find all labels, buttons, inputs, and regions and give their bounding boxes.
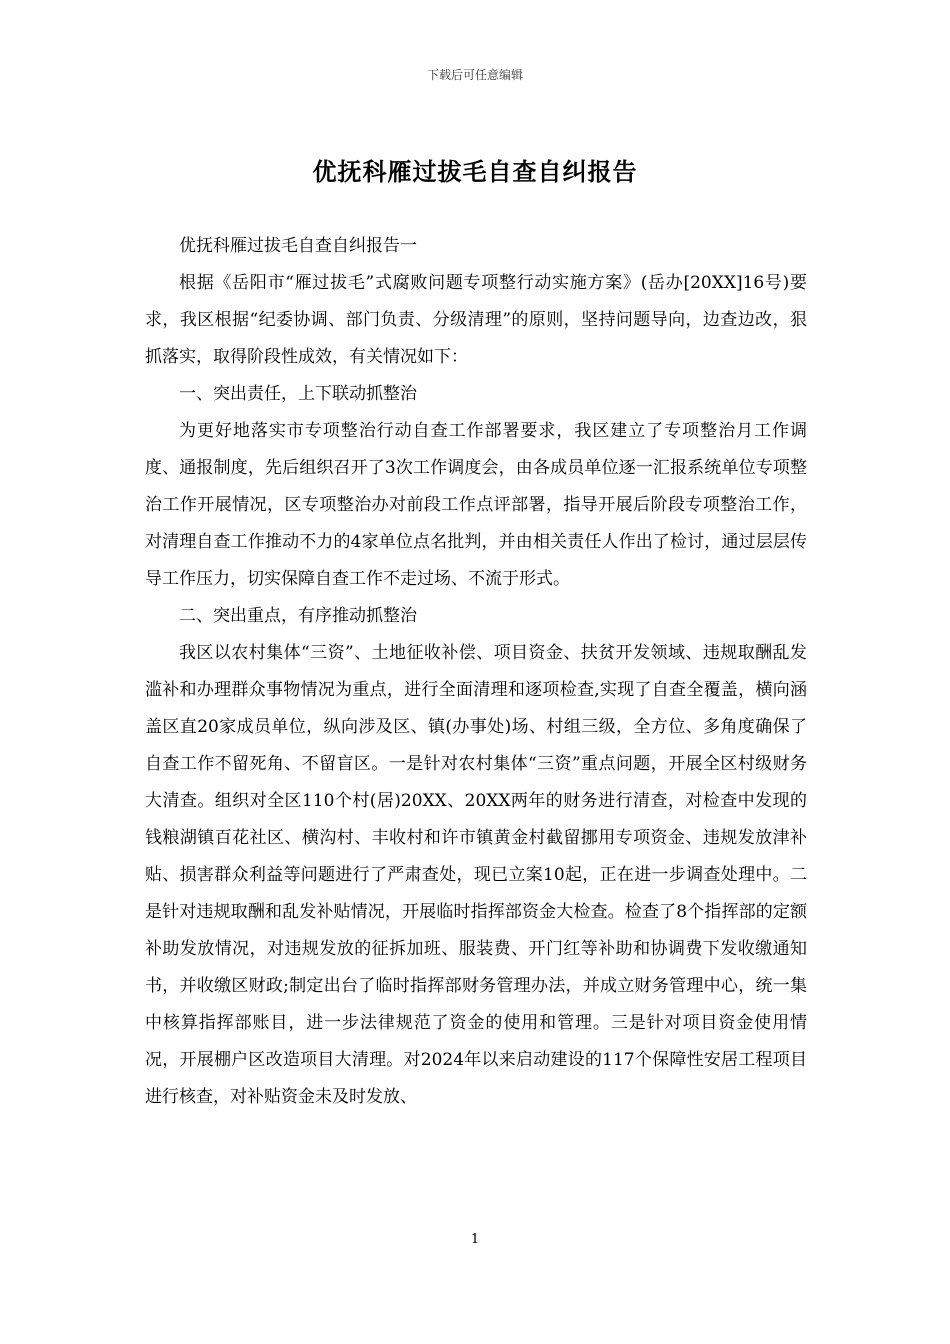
paragraph: 我区以农村集体“三资”、土地征收补偿、项目资金、扶贫开发领域、违规取酬乱发滥补和办理群众事物情况为重点，进行全面清理和逐项检查,实现了自查全覆盖，横向涵盖区直20家成员单位，纵向涉及区、镇(办事处)场、村组三级，全方位、多角度确保了自查工作不留死角、不留盲区。一是针对农村集体“三资”重点问题，开展全区村级财务大清查。组织对全区110个村(居)20XX、20XX两年的财务进行清查，对检查中发现的钱粮湖镇百花社区、横沟村、丰收村和许市镇黄金村截留挪用专项资金、违规发放津补贴、损害群众利益等问题进行了严肃查处，现已立案10起，正在进一步调查处理中。二是针对违规取酬和乱发补贴情况，开展临时指挥部资金大检查。检查了8个指挥部的定额补助发放情况，对违规发放的征拆加班、服装费、开门红等补助和协调费下发收缴通知书，并收缴区财政;制定出台了临时指挥部财务管理办法，并成立财务管理中心，统一集中核算指挥部账目，进一步法律规范了资金的使用和管理。三是针对项目资金使用情况，开展棚户区改造项目大清理。对2024年以来启动建设的117个保障性安居工程项目进行核查，对补贴资金未及时发放、 [145, 643, 807, 1107]
paragraph: 为更好地落实市专项整治行动自查工作部署要求，我区建立了专项整治月工作调度、通报制度，先后组织召开了3次工作调度会，由各成员单位逐一汇报系统单位专项整治工作开展情况，区专项整治办对前段工作点评部署，指导开展后阶段专项整治工作，对清理自查工作推动不力的4家单位点名批判，并由相关责任人作出了检讨，通过层层传导工作压力，切实保障自查工作不走过场、不流于形式。 [145, 421, 807, 589]
section-heading: 二、突出重点，有序推动抓整治 [179, 606, 417, 626]
page-number: 1 [470, 1232, 480, 1247]
document-title: 优抚科雁过拔毛自查自纠报告 [312, 157, 638, 186]
document-body [145, 228, 807, 1116]
paragraph: 根据《岳阳市“雁过拔毛”式腐败问题专项整行动实施方案》(岳办[20XX]16号)要求，我区根据“纪委协调、部门负责、分级清理”的原则，坚持问题导向，边查边改，狠抓落实，取得阶段性成效，有关情况如下： [145, 273, 807, 367]
section-heading: 一、突出责任，上下联动抓整治 [179, 384, 417, 404]
paragraph: 优抚科雁过拔毛自查自纠报告一 [179, 236, 417, 256]
page-header: 下载后可任意编辑 [426, 68, 523, 82]
